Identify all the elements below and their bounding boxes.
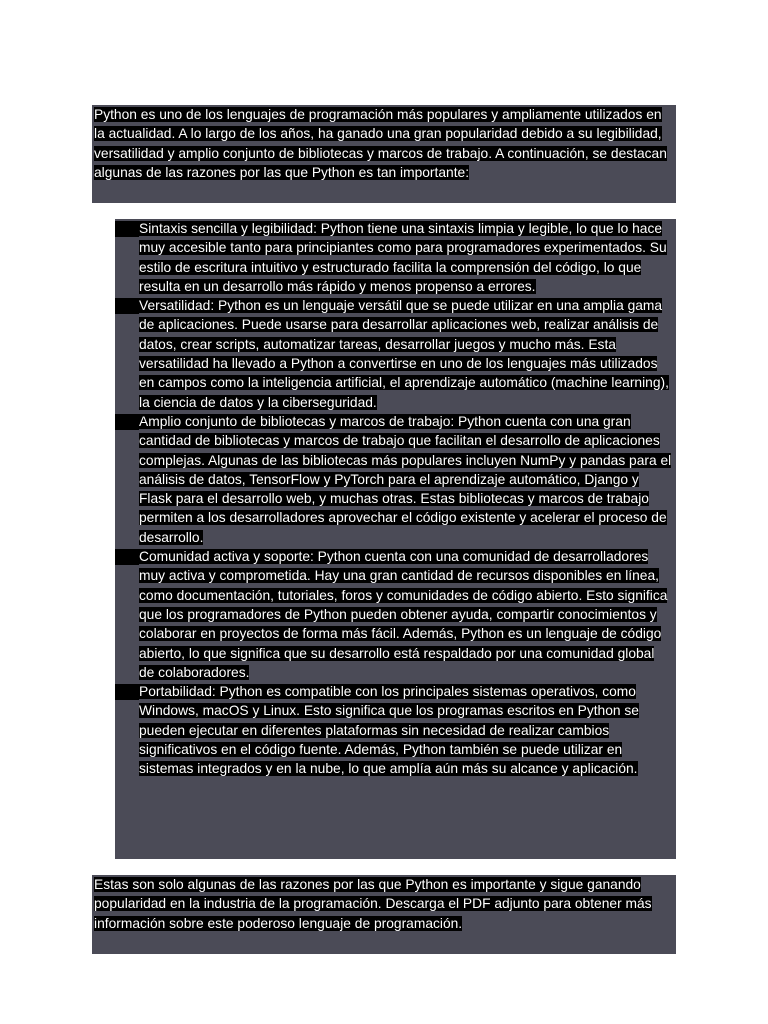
reasons-list bbox=[115, 219, 676, 779]
outro-block bbox=[92, 875, 676, 954]
list-item-text: Amplio conjunto de bibliotecas y marcos de trabajo: Python cuenta con una gran cantidad de bibliotecas y marcos de trabajo que facilitan el desarrollo de aplicaciones complejas. Algunas de las bibliotecas más populares incluyen NumPy y pandas para el análisis de datos, TensorFlow y PyTorch para el aprendizaje automático, Django y Flask para el desarrollo web, y muchas otras. Estas bibliotecas y marcos de trabajo permiten a los desarrolladores aprovechar el código existente y acelerar el proceso de desarrollo. bbox=[139, 413, 672, 545]
list-item-text: Sintaxis sencilla y legibilidad: Python tiene una sintaxis limpia y legible, lo que lo hace muy accesible tanto para principiantes como para programadores experimentados. Su estilo de escritura intuitivo y estructurado facilita la comprensión del código, lo que resulta en un desarrollo más rápido y menos propenso a errores. bbox=[139, 221, 667, 294]
outro-text: Estas son solo algunas de las razones por las que Python es importante y sigue ganando popularidad en la industria de la programación. Descarga el PDF adjunto para obtener más información sobre este poderoso lenguaje de programación. bbox=[94, 877, 652, 931]
bullet-marker bbox=[115, 298, 139, 314]
bullet-marker bbox=[115, 549, 139, 565]
intro-block bbox=[92, 105, 676, 203]
list-item bbox=[115, 547, 676, 682]
list-item-text: Comunidad activa y soporte: Python cuenta con una comunidad de desarrolladores muy activa y comprometida. Hay una gran cantidad de recursos disponibles en línea, como documentación, tutoriales, foros y comunidades de código abierto. Esto significa que los programadores de Python pueden obtener ayuda, compartir conocimientos y colaborar en proyectos de forma más fácil. Además, Python es un lenguaje de código abierto, lo que significa que su desarrollo está respaldado por una comunidad global de colaboradores. bbox=[139, 549, 668, 680]
intro-paragraph bbox=[94, 105, 674, 182]
intro-text: Python es uno de los lenguajes de programación más populares y ampliamente utilizados en la actualidad. A lo largo de los años, ha ganado una gran popularidad debido a su legibilidad, versatilidad y amplio conjunto de bibliotecas y marcos de trabajo. A continuación, se destacan algunas de las razones por las que Python es tan importante: bbox=[94, 107, 667, 180]
list-item bbox=[115, 219, 676, 296]
reasons-list-block bbox=[115, 219, 676, 859]
bullet-marker bbox=[115, 414, 139, 430]
bullet-marker bbox=[115, 221, 139, 237]
list-item bbox=[115, 412, 676, 547]
list-item bbox=[115, 296, 676, 412]
list-item bbox=[115, 682, 676, 778]
list-item-text: Versatilidad: Python es un lenguaje versátil que se puede utilizar en una amplia gama de aplicaciones. Puede usarse para desarrollar aplicaciones web, realizar análisis de datos, crear scripts, automatizar tareas, desarrollar juegos y mucho más. Esta versatilidad ha llevado a Python a convertirse en uno de los lenguajes más utilizados en campos como la inteligencia artificial, el aprendizaje automático (machine learning), la ciencia de datos y la ciberseguridad. bbox=[139, 298, 669, 410]
outro-paragraph bbox=[94, 875, 674, 933]
bullet-marker bbox=[115, 684, 139, 700]
list-item-text: Portabilidad: Python es compatible con los principales sistemas operativos, como Windows, macOS y Linux. Esto significa que los programas escritos en Python se pueden ejecutar en diferentes plataformas sin necesidad de realizar cambios significativos en el código fuente. Además, Python también se puede utilizar en sistemas integrados y en la nube, lo que amplía aún más su alcance y aplicación. bbox=[139, 684, 639, 777]
